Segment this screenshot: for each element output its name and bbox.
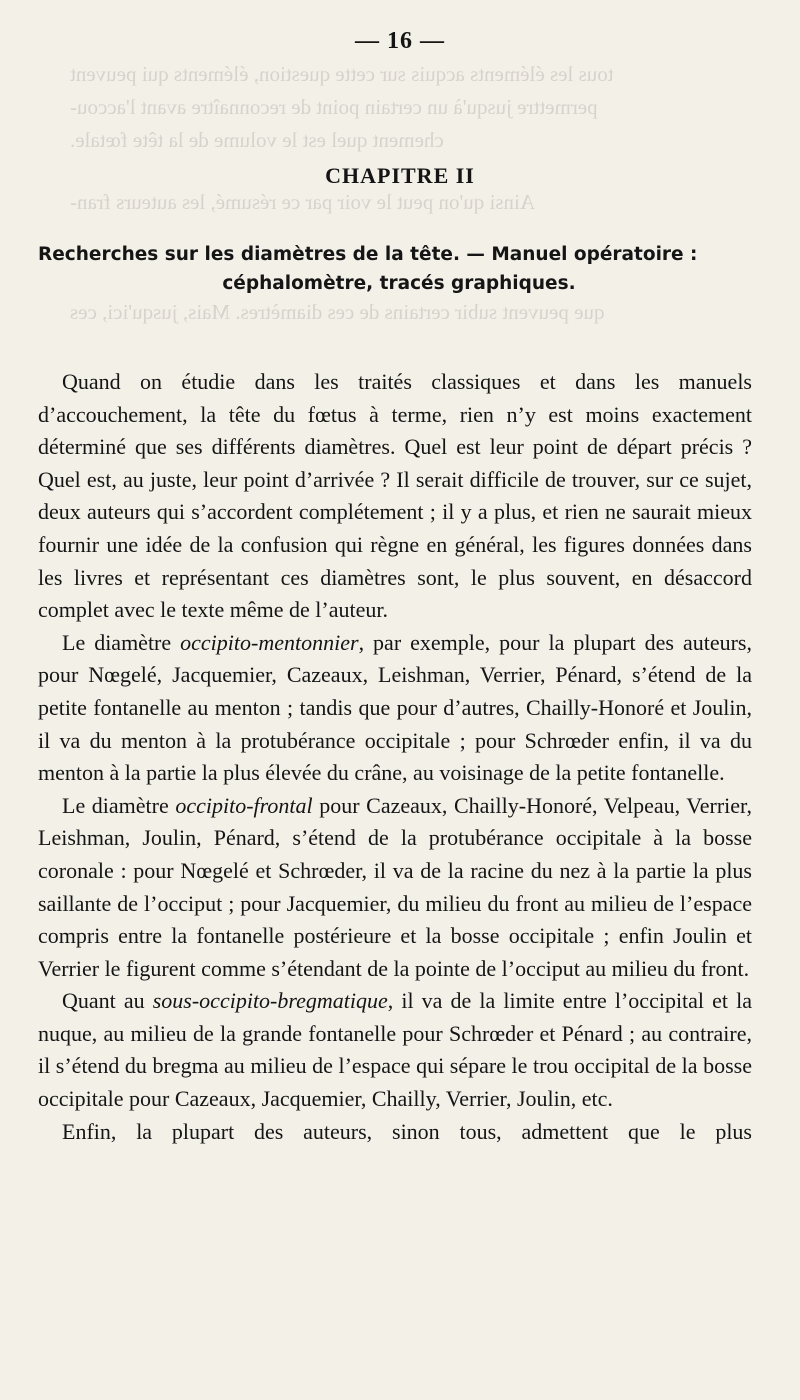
section-heading-line: Recherches sur les diamètres de la tête. — Manuel opératoire : — [38, 244, 698, 265]
chapter-title: CHAPITRE II — [325, 163, 475, 188]
emphasized-term: occipito-frontal — [175, 792, 313, 818]
paragraph — [38, 627, 752, 790]
page-number: — 16 — — [355, 28, 445, 54]
paragraph — [38, 790, 752, 986]
show-through-text: chement quel est le volume de la tête fœtale. — [70, 128, 444, 152]
paragraph — [38, 366, 752, 627]
paragraph-text: Quant au — [62, 988, 153, 1014]
paragraph-text: , par exemple, pour la plupart des auteurs, pour Nœgelé, Jacquemier, Cazeaux, Leishman, Verrier, Pénard, s’étend de la petite fontanelle au menton ; tandis que pour d’autres, Chailly-Honoré et Joulin, il va du menton à la protubérance occipitale ; pour Schrœder enfin, il va du menton à la partie la plus élevée du crâne, au voisinage de la petite fontanelle. — [38, 629, 752, 786]
show-through-text: que peuvent subir certains de ces diamètres. Mais, jusqu'ici, ces — [70, 300, 605, 324]
paragraph — [38, 1116, 752, 1149]
section-heading — [38, 240, 760, 298]
paragraph-text: pour Cazeaux, Chailly-Honoré, Velpeau, Verrier, Leishman, Joulin, Pénard, s’étend de la protubérance occipitale à la bosse coronale : pour Nœgelé et Schrœder, il va de la racine du nez à la partie la plus saillante de l’occiput ; pour Jacquemier, du milieu du front au milieu de l’espace compris entre la fontanelle postérieure et la bosse occipitale ; enfin Joulin et Verrier le figurent comme s’étendant de la pointe de l’occiput au milieu du front. — [38, 792, 752, 981]
paragraph-text: , il va de la limite entre l’occipital et la nuque, au milieu de la grande fontanelle pour Schrœder et Pénard ; au contraire, il s’étend du bregma au milieu de l’espace qui sépare le trou occipital de la bosse occipitale pour Cazeaux, Jacquemier, Chailly, Verrier, Joulin, etc. — [38, 988, 752, 1112]
show-through-text: permettre jusqu'à un certain point de reconnaître avant l'accou- — [70, 95, 598, 119]
emphasized-term: occipito-mentonnier — [180, 629, 359, 655]
paragraph — [38, 985, 752, 1115]
emphasized-term: sous-occipito-bregmatique — [152, 988, 388, 1014]
section-heading-line: céphalomètre, tracés graphiques. — [222, 273, 576, 294]
paragraph-text: Enfin, la plupart des auteurs, sinon tous, admettent que le plus — [62, 1118, 752, 1144]
paragraph-text: Le diamètre — [62, 629, 181, 655]
paragraph-text: Le diamètre — [62, 792, 176, 818]
show-through-text: Ainsi qu'on peut le voir par ce résumé, les auteurs fran- — [70, 190, 536, 214]
paragraph-text: Quand on étudie dans les traités classiques et dans les manuels d’accouchement, la tête du fœtus à terme, rien n’y est moins exactement déterminé que ses différents diamètres. Quel est leur point de départ précis ? Quel est, au juste, leur point d’arrivée ? Il serait difficile de trouver, sur ce sujet, deux auteurs qui s’accordent complétement ; il y a plus, et rien ne saurait mieux fournir une idée de la confusion qui règne en général, les figures données dans les livres et représentant ces diamètres sont, le plus souvent, en désaccord complet avec le texte même de l’auteur. — [38, 369, 752, 623]
show-through-text: tous les éléments acquis sur cette question, éléments qui peuvent — [70, 62, 614, 86]
body-text — [38, 366, 752, 1148]
